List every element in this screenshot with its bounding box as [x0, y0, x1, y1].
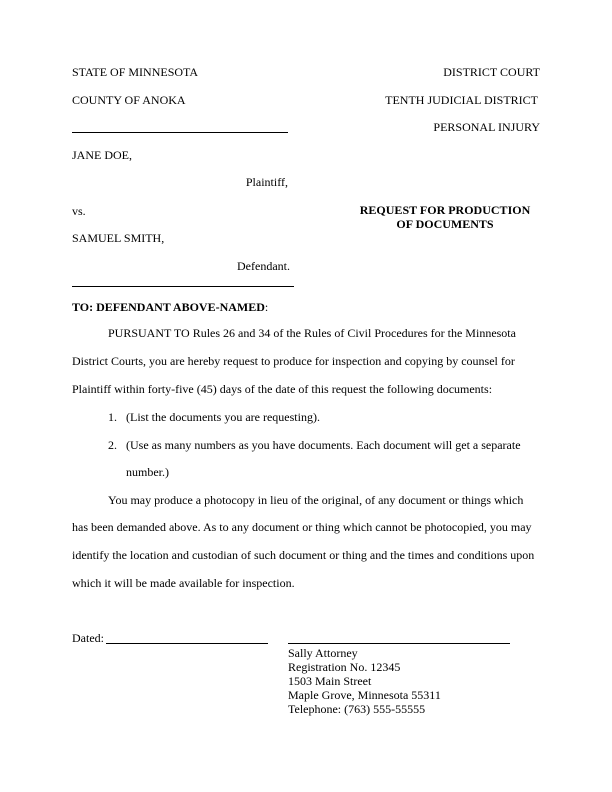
document-title-line1: REQUEST FOR PRODUCTION — [359, 203, 531, 217]
case-type-label: PERSONAL INJURY — [433, 120, 540, 134]
list-item-2-text: (Use as many numbers as you have documents. Each document will get a separate — [126, 438, 521, 452]
state-label: STATE OF MINNESOTA — [72, 65, 199, 79]
defendant-role: Defendant. — [237, 259, 290, 273]
list-item-1-text: (List the documents you are requesting). — [126, 410, 320, 424]
paragraph2-line4: which it will be made available for inspection. — [72, 576, 295, 590]
addressee-line — [72, 300, 268, 314]
county-label: COUNTY OF ANOKA — [72, 93, 186, 107]
attorney-address-city: Maple Grove, Minnesota 55311 — [288, 688, 441, 702]
paragraph1-line3: Plaintiff within forty-five (45) days of the date of this request the following documents: — [72, 382, 493, 396]
caption-rule-top — [72, 132, 288, 133]
court-label: DISTRICT COURT — [443, 65, 540, 79]
paragraph2-line2: has been demanded above. As to any document or thing which cannot be photocopied, you may — [72, 520, 532, 534]
addressee-heading: TO: DEFENDANT ABOVE-NAMED — [72, 300, 265, 314]
list-item-2-text-cont: number.) — [126, 465, 169, 479]
attorney-telephone: Telephone: (763) 555-55555 — [288, 702, 426, 716]
paragraph2-line1: You may produce a photocopy in lieu of the original, of any document or things which — [108, 493, 524, 507]
attorney-name: Sally Attorney — [288, 646, 358, 660]
plaintiff-name: JANE DOE, — [72, 148, 132, 162]
document-title-line2: OF DOCUMENTS — [396, 217, 494, 231]
addressee-colon: : — [264, 300, 269, 314]
defendant-name: SAMUEL SMITH, — [72, 231, 165, 245]
dated-label: Dated: — [72, 631, 104, 645]
caption-rule-bottom — [72, 286, 294, 287]
paragraph1-line1: PURSUANT TO Rules 26 and 34 of the Rules of Civil Procedures for the Minnesota — [108, 326, 516, 340]
versus-label: vs. — [72, 204, 86, 218]
attorney-signature-block — [288, 646, 441, 716]
district-label: TENTH JUDICIAL DISTRICT — [385, 93, 538, 107]
attorney-registration: Registration No. 12345 — [288, 660, 401, 674]
attorney-address-street: 1503 Main Street — [288, 674, 372, 688]
paragraph2-line3: identify the location and custodian of such document or thing and the times and conditions upon — [72, 548, 535, 562]
list-item-2-number: 2. — [108, 438, 117, 452]
list-item-1-number: 1. — [108, 410, 117, 424]
signature-line — [288, 643, 510, 644]
date-line — [106, 643, 268, 644]
paragraph1-line2: District Courts, you are hereby request to produce for inspection and copying by counsel for — [72, 354, 515, 368]
plaintiff-role: Plaintiff, — [245, 175, 288, 189]
